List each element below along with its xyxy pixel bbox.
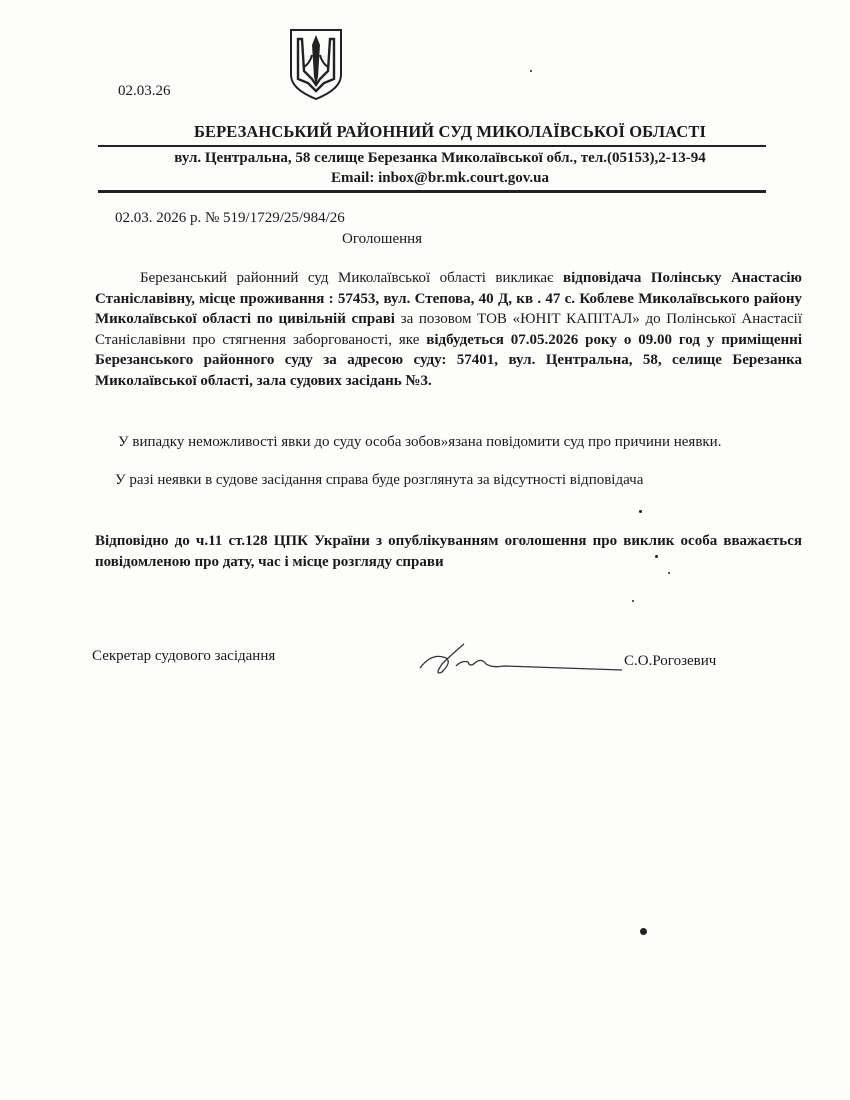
header-date: 02.03.26 [118,83,171,99]
document-title: Оголошення [342,231,423,247]
scan-speck [668,572,670,574]
scan-speck [639,510,642,513]
coat-of-arms-icon [286,27,346,101]
court-name: БЕРЕЗАНСЬКИЙ РАЙОННИЙ СУД МИКОЛАЇВСЬКОЇ ОБЛАСТІ [193,122,706,141]
p1-claim: за позовом ТОВ «ЮНІТ КАПІТАЛ» до Полінської Анастасії Станіславівни про стягнення заборгованості, яке [95,311,802,348]
p1-hearing: відбудеться 07.05.2026 року о 09.00 год у приміщенні Березанського районного суду за адресою суду: 57401, вул. Центральна, 58, селище Березанка Миколаївської області, зала судових засідань №3. [95,331,802,389]
secretary-name: С.О.Рогозевич [624,653,717,669]
absence-notice: У випадку неможливості явки до суду особа зобов»язана повідомити суд про причини неявки. [118,434,722,450]
document-reference: 02.03. 2026 р. № 519/1729/25/984/26 [115,210,345,226]
signature-mark [412,632,632,682]
scan-speck [640,928,647,935]
secretary-label: Секретар судового засідання [92,648,276,664]
header-divider-bottom [98,190,766,193]
announcement-paragraph [95,268,802,391]
p1-defendant: відповідача Полінську Анастасію Станіславівну, місце проживання : 57453, вул. Степова, 40 Д, кв . 47 с. Коблеве Миколаївського району Миколаївської області по цивільній справі [95,270,802,327]
header-divider-top [98,145,766,147]
legal-basis-notice: Відповідно до ч.11 ст.128 ЦПК України з опублікуванням оголошення про виклик особа вважається повідомленою про дату, час і місце розгляду справи [95,533,802,570]
p1-intro: Березанський районний суд Миколаївської області викликає [140,270,563,286]
nonappearance-notice: У разі неявки в судове засідання справа буде розглянута за відсутності відповідача [115,472,644,488]
court-email: Email: inbox@br.mk.court.gov.ua [330,170,549,186]
scan-speck [632,600,634,602]
scan-speck [530,70,532,72]
scan-speck [655,555,658,558]
court-address: вул. Центральна, 58 селище Березанка Миколаївської обл., тел.(05153),2-13-94 [174,150,706,166]
